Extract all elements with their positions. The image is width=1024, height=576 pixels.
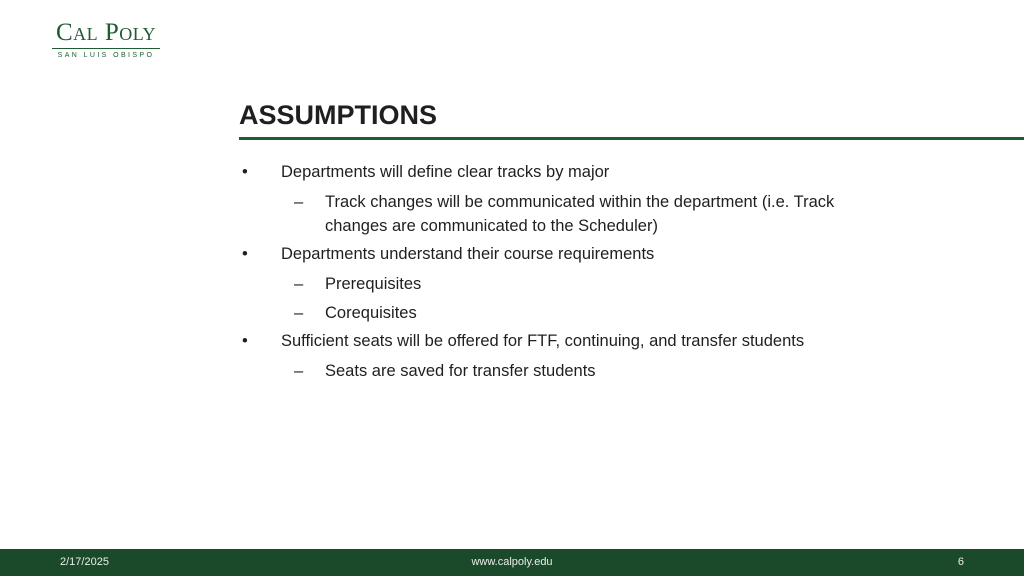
- title-underline: [239, 137, 1024, 140]
- sub-bullet-text: Corequisites: [325, 303, 417, 322]
- sub-bullet-text: Track changes will be communicated within the department (i.e. Track changes are communicated to the Scheduler): [325, 192, 835, 235]
- sub-bullet-marker: –: [294, 303, 304, 322]
- bullet-marker: •: [242, 245, 248, 263]
- bullet-item: [239, 240, 959, 269]
- sub-bullet-item: [239, 187, 959, 240]
- sub-bullet-marker: –: [294, 274, 304, 293]
- bullet-item: [239, 158, 959, 187]
- sub-bullet-marker: –: [294, 192, 304, 211]
- cal-poly-logo: [50, 20, 162, 60]
- bullet-marker: •: [242, 163, 248, 181]
- logo-wordmark: Cal Poly: [55, 19, 156, 46]
- footer-date: 2/17/2025: [60, 556, 109, 568]
- sub-bullet-item: [239, 298, 959, 327]
- sub-bullet-marker: –: [294, 361, 304, 380]
- sub-bullet-text: Seats are saved for transfer students: [325, 361, 596, 380]
- page-number: 6: [957, 556, 964, 568]
- bullet-item: [239, 327, 959, 356]
- sub-bullet-text: Prerequisites: [325, 274, 422, 293]
- bullet-text: Departments understand their course requirements: [281, 245, 655, 263]
- logo-subtitle: SAN LUIS OBISPO: [57, 52, 155, 59]
- sub-bullet-item: [239, 356, 959, 385]
- logo-divider: [52, 48, 160, 49]
- bullet-text: Sufficient seats will be offered for FTF, continuing, and transfer students: [281, 332, 805, 350]
- bullet-list: [239, 158, 959, 385]
- bullet-marker: •: [242, 332, 248, 350]
- sub-bullet-item: [239, 269, 959, 298]
- footer-url: www.calpoly.edu: [471, 556, 553, 568]
- bullet-text: Departments will define clear tracks by major: [281, 163, 610, 181]
- footer-bar: [0, 549, 1024, 576]
- slide-title: ASSUMPTIONS: [239, 100, 438, 130]
